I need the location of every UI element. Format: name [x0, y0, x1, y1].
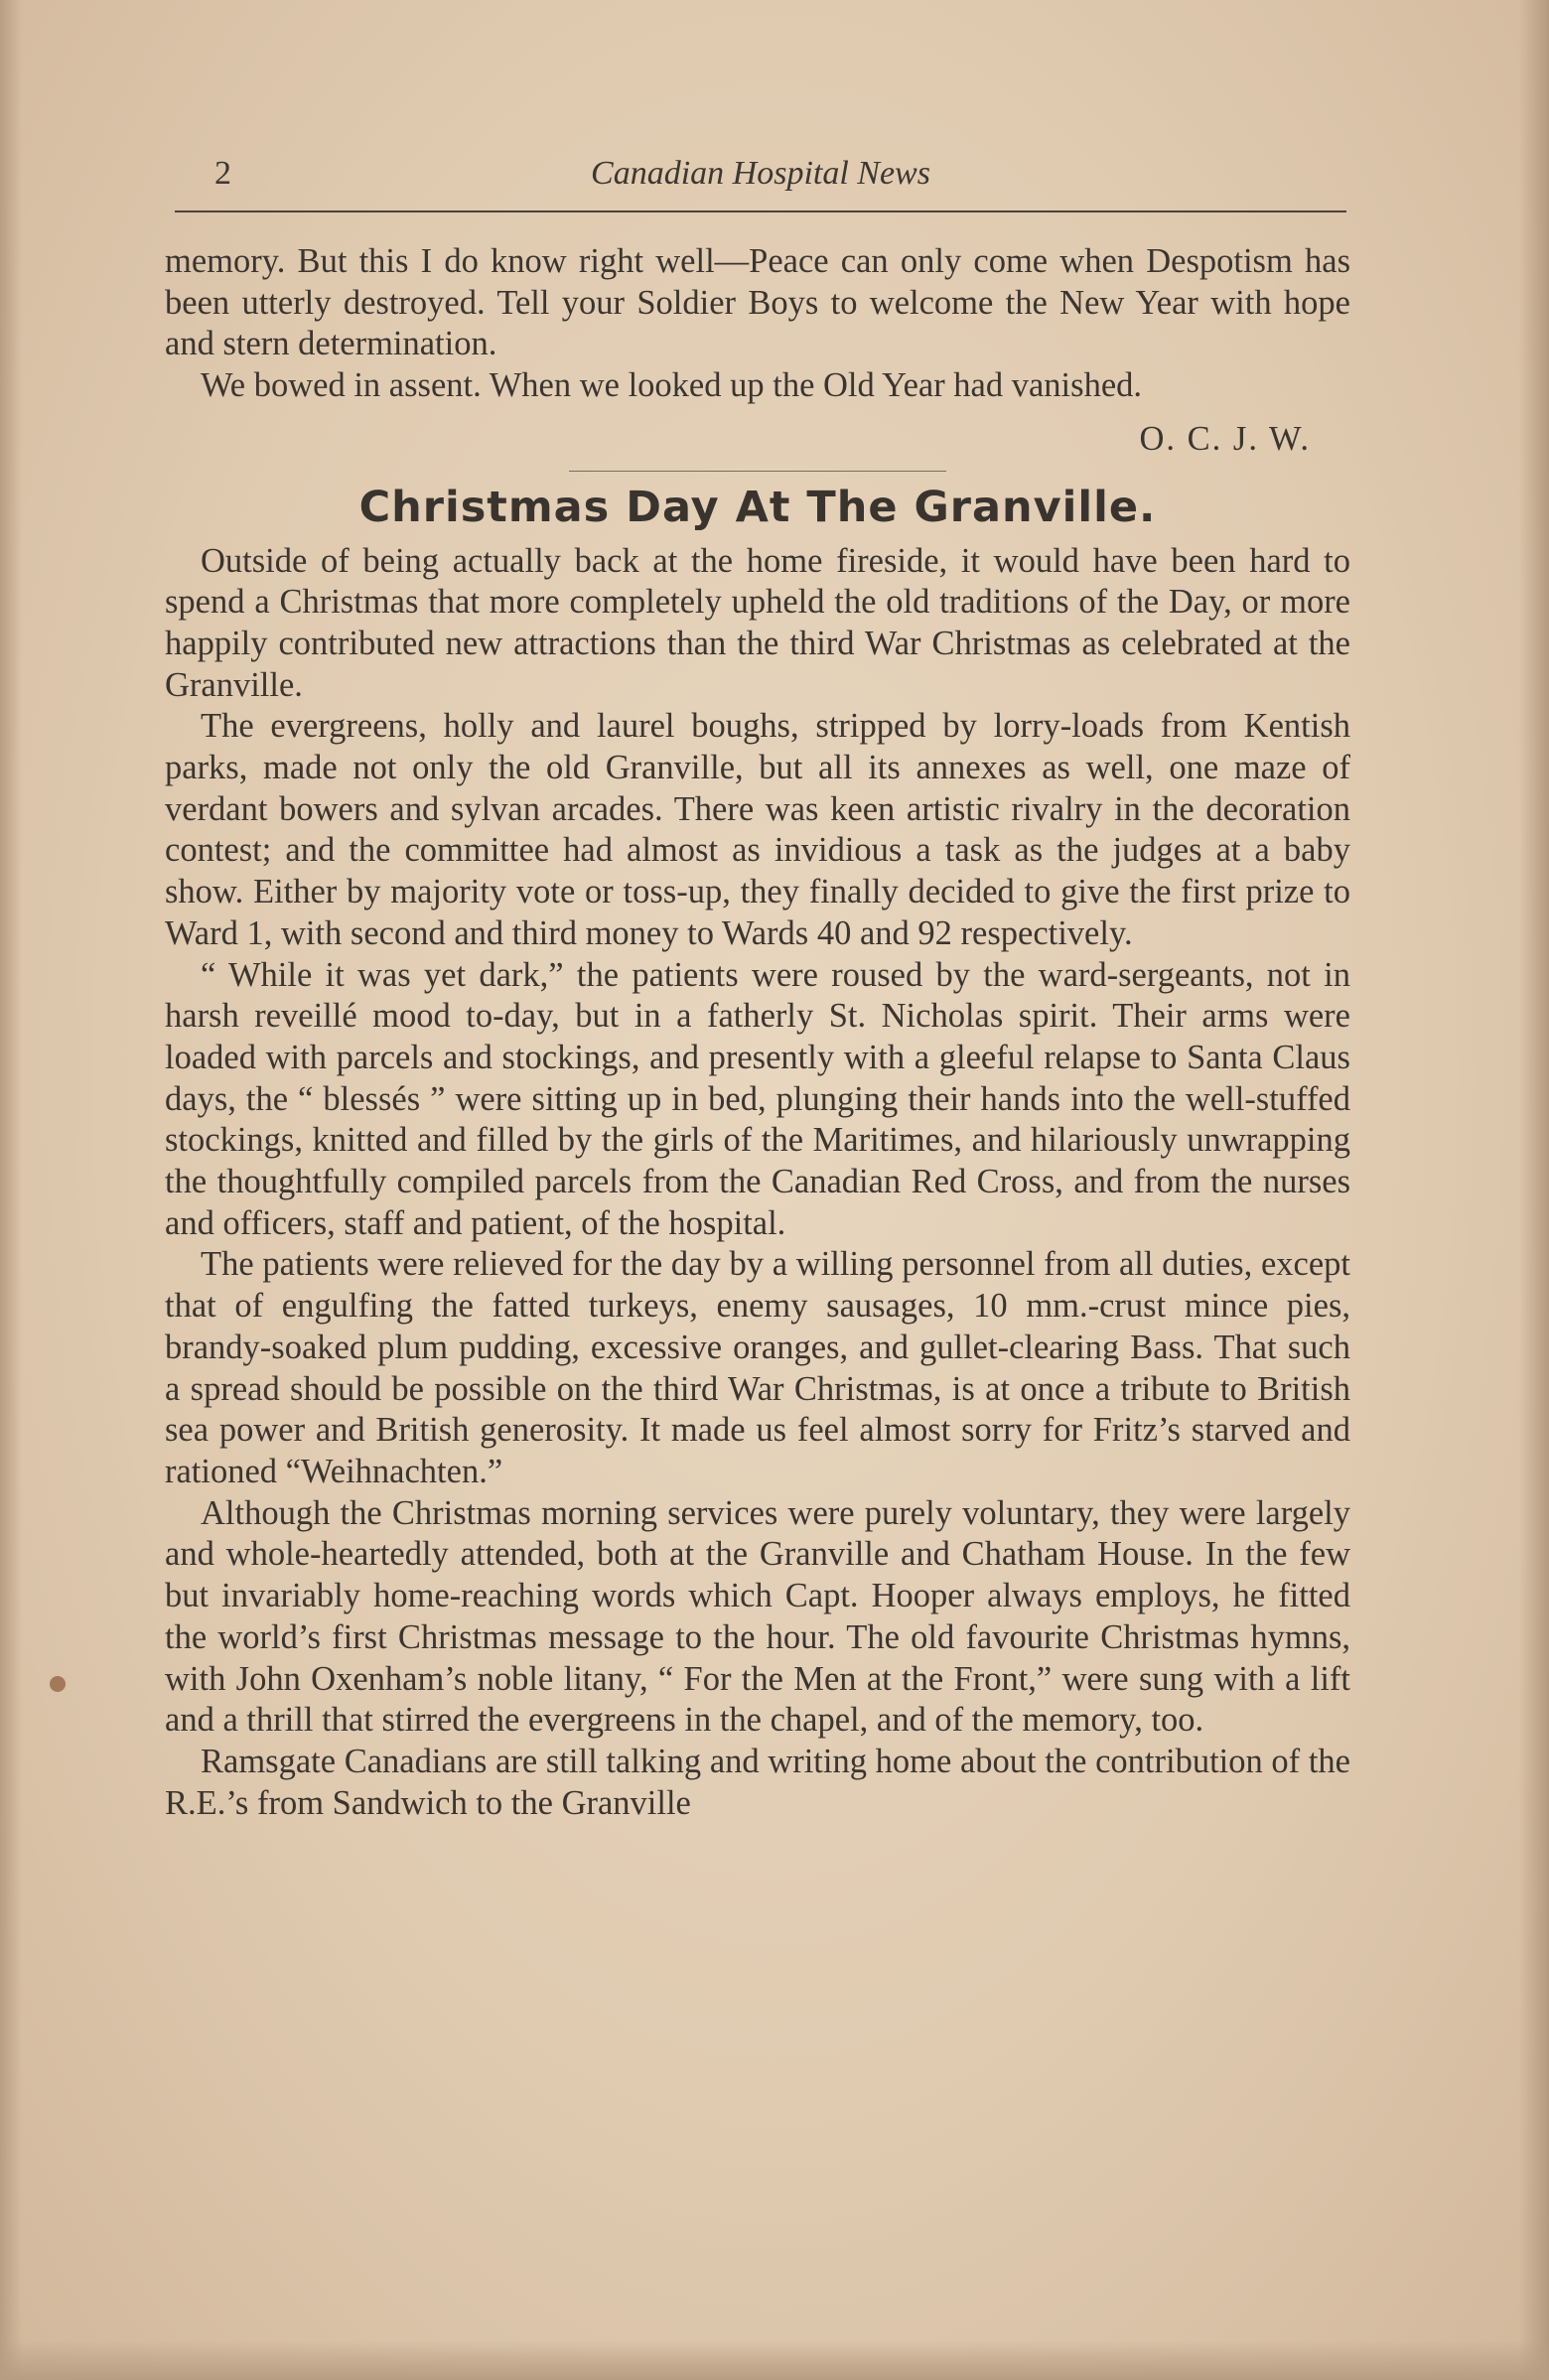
- section-divider: [569, 471, 946, 472]
- page-header: [175, 155, 1346, 205]
- page-edge-shadow-left: [0, 0, 22, 2380]
- page-edge-shadow-bottom: [0, 2340, 1549, 2380]
- article-paragraph: The patients were relieved for the day by a willing personnel from all duties, except that of engulfing the fatted turkeys, enemy sausages, 10 mm.-crust mince pies, brandy-soaked plum pudding, excessive oranges, and gullet-clearing Bass. That such a spread should be possible on the third War Christmas, is at once a tribute to British sea power and British generosity. It made us feel almost sorry for Fritz’s starved and rationed “Weihnachten.”: [165, 1245, 1350, 1490]
- intro-paragraph: memory. But this I do know right well—Peace can only come when Despotism has been utterly destroyed. Tell your Soldier Boys to welcome the New Year with hope and stern determination.: [165, 242, 1350, 363]
- article-heading: Christmas Day At The Granville.: [358, 482, 1157, 532]
- running-title: Canadian Hospital News: [591, 155, 930, 192]
- paper-stain: [50, 1676, 66, 1692]
- page-content: [165, 241, 1350, 1824]
- article-paragraph: Ramsgate Canadians are still talking and writing home about the contribution of the R.E.’s from Sandwich to the Granville: [165, 1742, 1350, 1822]
- article-paragraph: “ While it was yet dark,” the patients were roused by the ward-sergeants, not in harsh reveillé mood to-day, but in a fatherly St. Nicholas spirit. Their arms were loaded with parcels and stockings, and presently with a gleeful relapse to Santa Claus days, the “ blessés ” were sitting up in bed, plunging their hands into the well-stuffed stockings, knitted and filled by the girls of the Maritimes, and hilariously unwrapping the thoughtfully compiled parcels from the Canadian Red Cross, and from the nurses and officers, staff and patient, of the hospital.: [165, 955, 1350, 1242]
- signature: O. C. J. W.: [1139, 419, 1311, 458]
- page-edge-shadow-right: [1519, 0, 1549, 2380]
- page-number: 2: [214, 155, 231, 192]
- article-paragraph: The evergreens, holly and laurel boughs, stripped by lorry-loads from Kentish parks, made not only the old Granville, but all its annexes as well, one maze of verdant bowers and sylvan arcades. There was keen artistic rivalry in the decoration contest; and the committee had almost as invidious a task as the judges at a baby show. Either by majority vote or toss-up, they finally decided to give the first prize to Ward 1, with second and third money to Wards 40 and 92 respectively.: [165, 707, 1350, 952]
- header-rule: [175, 210, 1346, 212]
- article-paragraph: Although the Christmas morning services were purely voluntary, they were largely and whole-heartedly attended, both at the Granville and Chatham House. In the few but invariably home-reaching words which Capt. Hooper always employs, he fitted the world’s first Christmas message to the hour. The old favourite Christmas hymns, with John Oxenham’s noble litany, “ For the Men at the Front,” were sung with a lift and a thrill that stirred the evergreens in the chapel, and of the memory, too.: [165, 1493, 1350, 1740]
- article-paragraph: Outside of being actually back at the home fireside, it would have been hard to spend a Christmas that more completely upheld the old traditions of the Day, or more happily contributed new attractions than the third War Christmas as celebrated at the Granville.: [165, 541, 1350, 704]
- intro-paragraph: We bowed in assent. When we looked up the Old Year had vanished.: [201, 366, 1143, 405]
